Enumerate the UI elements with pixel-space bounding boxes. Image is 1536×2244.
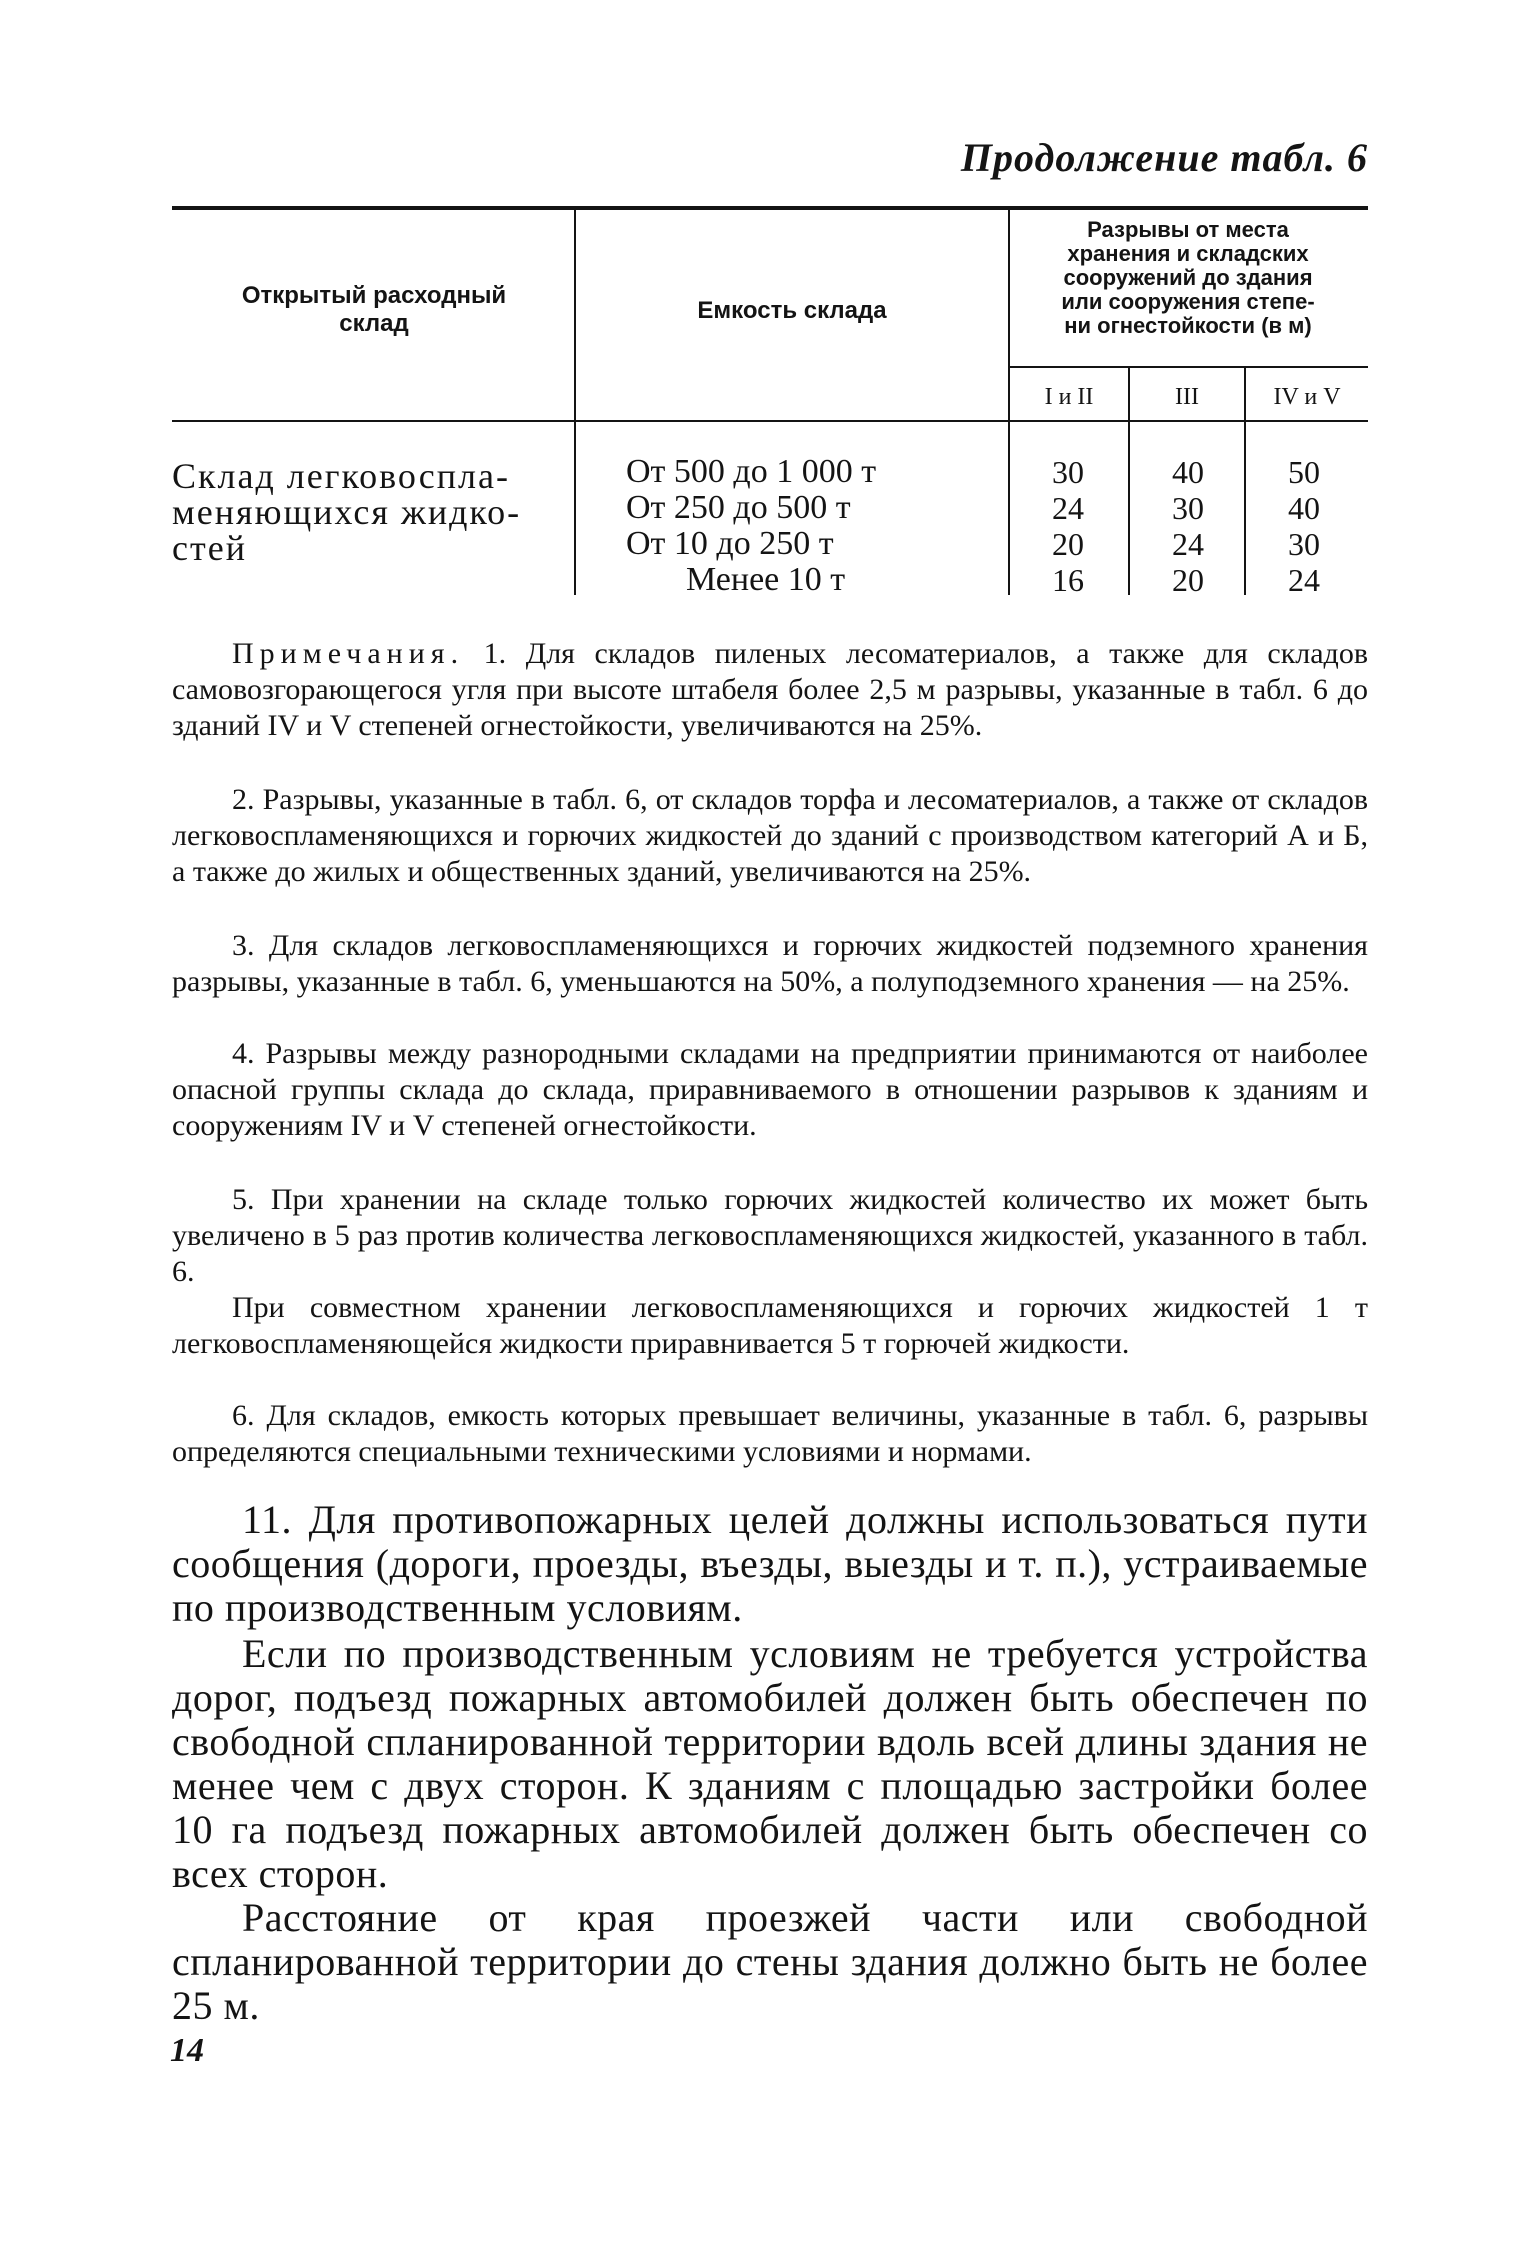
- table-header-rule: [172, 420, 1368, 422]
- distance-value: 50: [1288, 454, 1320, 490]
- distance-value: 40: [1172, 454, 1204, 490]
- header-open-storage: [180, 282, 568, 338]
- header-capacity: Емкость склада: [697, 297, 887, 324]
- distance-value: 24: [1052, 490, 1084, 526]
- row-name-line: стей: [172, 528, 247, 568]
- header-distances: [1012, 218, 1364, 338]
- note-5-continued: При совместном хранении легковоспламеняющихся и горючих жидкостей 1 т легковоспламеняющейся жидкости приравнивается 5 т горючей жидкости.: [172, 1291, 1368, 1360]
- clause-11-distance: Расстояние от края проезжей части или свободной спланированной территории до стены здания должно быть не более 25 м.: [172, 1895, 1368, 2028]
- page-number: 14: [170, 2032, 204, 2069]
- header-distances-line: Разрывы от места: [1087, 217, 1289, 242]
- clause-11-roads: Если по производственным условиям не требуется устройства дорог, подъезд пожарных автомобилей должен быть обеспечен по свободной спланированной территории вдоль всей длины здания не менее чем с двух сторон. К зданиям с площадью застройки более 10 га подъезд пожарных автомобилей должен быть обеспечен со всех сторон.: [172, 1631, 1368, 1896]
- distance-col-4-5: [1264, 454, 1344, 598]
- note-6: 6. Для складов, емкость которых превышает величины, указанные в табл. 6, разрывы определяются специальными техническими условиями и нормами.: [172, 1399, 1368, 1468]
- notes-label: Примечания.: [232, 637, 465, 670]
- distance-value: 40: [1288, 490, 1320, 526]
- clause-11: 11. Для противопожарных целей должны использоваться пути сообщения (дороги, проезды, въезды, выезды и т. п.), устраиваемые по производственным условиям.: [172, 1497, 1368, 1630]
- capacity-value: От 500 до 1 000 т: [626, 453, 877, 490]
- subheader-fire-class-1-2: I и II: [1044, 384, 1094, 410]
- distance-col-1-2: [1028, 454, 1108, 598]
- note-2: 2. Разрывы, указанные в табл. 6, от складов торфа и лесоматериалов, а также от складов легковоспламеняющихся и горючих жидкостей до зданий с производством категорий А и Б, а также до жилых и общественных зданий, увеличиваются на 25%.: [172, 783, 1368, 888]
- distance-value: 20: [1172, 562, 1204, 598]
- note-3: 3. Для складов легковоспламеняющихся и горючих жидкостей подземного хранения разрывы, указанные в табл. 6, уменьшаются на 50%, а полуподземного хранения — на 25%.: [172, 929, 1368, 998]
- header-open-storage-line: склад: [339, 310, 409, 337]
- row-name: [172, 458, 572, 566]
- header-distances-line: сооружений до здания: [1063, 265, 1313, 290]
- table-continuation-caption: Продолжение табл. 6: [960, 135, 1368, 180]
- capacity-value: От 250 до 500 т: [626, 489, 851, 526]
- distance-value: 16: [1052, 562, 1084, 598]
- distance-value: 30: [1288, 526, 1320, 562]
- row-name-line: меняющихся жидко-: [172, 492, 522, 532]
- distance-value: 30: [1052, 454, 1084, 490]
- capacity-value: От 10 до 250 т: [626, 525, 834, 562]
- subheader-fire-class-4-5: IV и V: [1273, 384, 1341, 410]
- note-5: 5. При хранении на складе только горючих жидкостей количество их может быть увеличено в 5 раз против количества легковоспламеняющихся жидкостей, указанного в табл. 6.: [172, 1183, 1368, 1288]
- distance-value: 24: [1288, 562, 1320, 598]
- distance-value: 30: [1172, 490, 1204, 526]
- table-top-rule: [172, 206, 1368, 210]
- subheader-rule: [1008, 366, 1368, 368]
- distance-col-3: [1148, 454, 1228, 598]
- distance-value: 24: [1172, 526, 1204, 562]
- note-4: 4. Разрывы между разнородными складами на предприятии принимаются от наиболее опасной группы склада до склада, приравниваемого в отношении разрывов к зданиям и сооружениям IV и V степеней огнестойкости.: [172, 1037, 1368, 1142]
- header-distances-line: или сооружения степе-: [1061, 289, 1315, 314]
- header-distances-line: хранения и складских: [1067, 241, 1309, 266]
- capacity-cell: [626, 454, 1006, 598]
- column-divider-1: [574, 210, 576, 595]
- note-1: [172, 636, 1368, 744]
- row-name-line: Склад легковоспла-: [172, 456, 510, 496]
- note-1-text: 1. Для складов пиленых лесоматериалов, а также для складов самовозгорающегося угля при высоте штабеля более 2,5 м разрывы, указанные в табл. 6 до зданий IV и V степеней огнестойкости, увеличиваются на 25%.: [172, 637, 1368, 742]
- distance-value: 20: [1052, 526, 1084, 562]
- header-distances-line: ни огнестойкости (в м): [1064, 313, 1312, 338]
- header-open-storage-line: Открытый расходный: [241, 282, 507, 309]
- subheader-fire-class-3: III: [1175, 384, 1199, 410]
- capacity-value: Менее 10 т: [686, 561, 846, 598]
